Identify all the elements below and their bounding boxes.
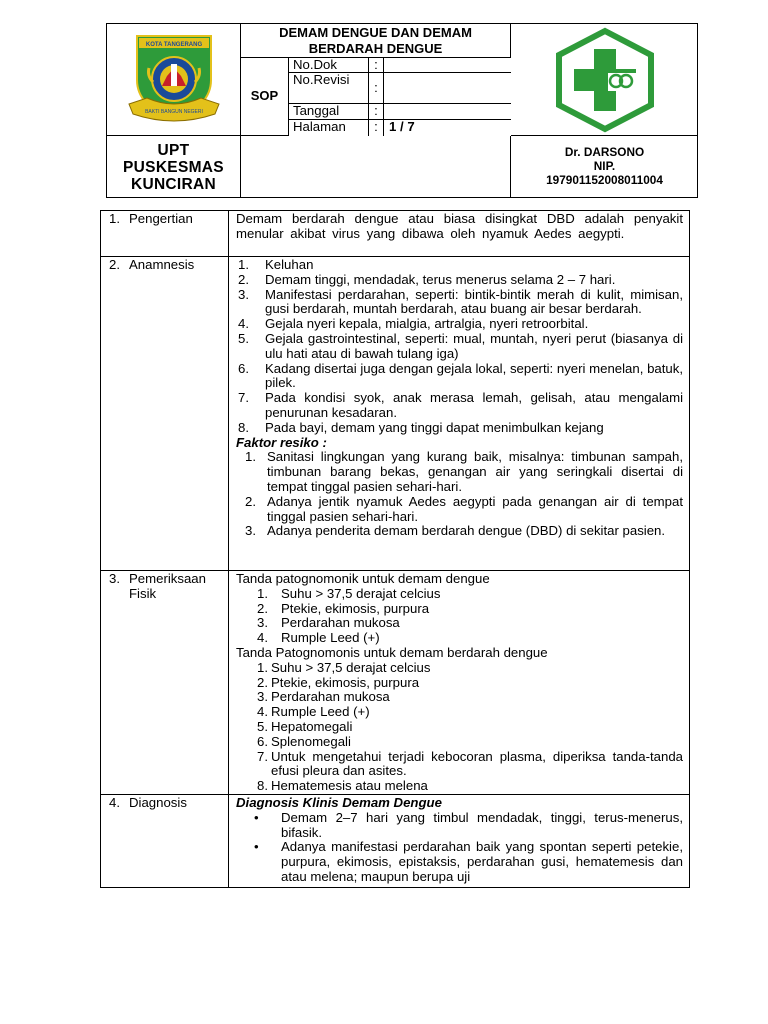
list-text: Perdarahan mukosa <box>271 689 390 705</box>
list-text: Suhu > 37,5 derajat celcius <box>271 659 431 675</box>
faktor-resiko-heading: Faktor resiko : <box>236 434 327 450</box>
fisik-intro-dengue: Tanda patognomonik untuk demam dengue <box>236 571 490 586</box>
row-number: 1. <box>109 211 120 226</box>
field-row-no-revisi <box>289 73 511 104</box>
list-number: 1. <box>238 257 249 272</box>
list-item <box>236 750 683 780</box>
puskesmas-logo-icon <box>550 27 660 133</box>
list-number: 4. <box>257 630 268 646</box>
sop-content-table <box>100 210 690 888</box>
list-text: Ptekie, ekimosis, purpura <box>271 674 420 690</box>
list-item <box>236 450 683 494</box>
list-number: 3. <box>257 689 268 705</box>
row-title: Anamnesis <box>129 257 195 272</box>
field-value <box>384 58 511 72</box>
field-colon: : <box>369 104 384 119</box>
row-content-cell <box>229 795 689 887</box>
list-number: 8. <box>257 778 268 794</box>
list-text: Manifestasi perdarahan, seperti: bintik-bintik merah di kulit, mimisan, gusi berdarah, muntah berdarah, atau buang air besar berdarah. <box>265 286 683 317</box>
list-text: Pada kondisi syok, anak merasa lemah, gelisah, atau mengalami penurunan kesadaran. <box>265 390 683 420</box>
list-item <box>236 811 683 841</box>
city-logo-ribbon-text: BAKTI BANGUN NEGERI <box>145 109 203 115</box>
field-row-halaman <box>289 120 511 136</box>
list-text: Hematemesis atau melena <box>271 778 428 794</box>
fisik-intro-dbd: Tanda Patognomonis untuk demam berdarah dengue <box>236 644 548 660</box>
list-item <box>236 495 683 525</box>
row-title: Diagnosis <box>129 795 187 810</box>
list-item <box>236 317 683 332</box>
field-value <box>384 73 511 103</box>
field-label: No.Dok <box>289 58 369 72</box>
unit-name <box>123 142 224 193</box>
field-label: Halaman <box>289 120 369 136</box>
list-text: Rumple Leed (+) <box>271 704 370 720</box>
list-number: 5. <box>257 718 268 734</box>
list-item <box>236 524 683 539</box>
list-item <box>236 735 683 750</box>
fisik-list-dbd <box>236 661 683 794</box>
kota-tangerang-logo-icon <box>107 24 241 136</box>
list-number: 3. <box>238 286 249 302</box>
list-text: Splenomegali <box>271 733 351 749</box>
field-label: No.Revisi <box>289 73 369 103</box>
signer-nip: 197901152008011004 <box>546 172 663 187</box>
city-logo-cell <box>107 24 241 136</box>
diagnosis-bullets <box>236 811 683 885</box>
row-content-cell <box>229 211 689 256</box>
list-text: Sanitasi lingkungan yang kurang baik, misalnya: timbunan sampah, timbunan barang bekas, genangan air yang seringkali disertai di tempat tinggal pasien sehari-hari. <box>267 449 683 494</box>
unit-name-line: UPT <box>157 141 190 159</box>
unit-name-line: KUNCIRAN <box>130 175 217 193</box>
list-text: Suhu > 37,5 derajat celcius <box>281 585 441 601</box>
table-row-pemeriksaan-fisik <box>101 571 689 795</box>
list-number: 1. <box>245 449 256 465</box>
list-number: 2. <box>257 600 268 616</box>
table-row-pengertian <box>101 211 689 257</box>
faktor-resiko-list <box>236 450 683 539</box>
row-title <box>129 572 228 794</box>
list-item <box>236 631 683 646</box>
list-item <box>236 840 683 884</box>
list-number: 3. <box>245 523 256 539</box>
row-content-cell <box>229 257 689 570</box>
list-item <box>236 391 683 421</box>
row-label-cell <box>101 571 229 794</box>
list-item <box>236 676 683 691</box>
list-item <box>236 661 683 676</box>
signer-nip-label: NIP. <box>593 158 616 173</box>
list-text: Gejala gastrointestinal, seperti: mual, muntah, nyeri perut (biasanya di ulu hati atau di bawah tulang iga) <box>265 330 683 361</box>
list-number: 6. <box>238 360 249 376</box>
list-text: Adanya manifestasi perdarahan baik yang spontan seperti petekie, purpura, ekimosis, epistaksis, perdarahan gusi, hematemesis dan atau melena; maupun berupa uji <box>281 839 683 884</box>
blank-cell <box>241 136 511 198</box>
document-fields <box>289 58 511 136</box>
field-row-tanggal <box>289 104 511 120</box>
list-item <box>236 421 683 436</box>
table-row-diagnosis <box>101 795 689 887</box>
row-title-line: Fisik <box>129 585 157 601</box>
field-colon: : <box>369 120 384 136</box>
list-item <box>236 273 683 288</box>
list-item <box>236 690 683 705</box>
list-text: Adanya jentik nyamuk Aedes aegypti pada genangan air di tempat tinggal pasien sehari-hari. <box>267 493 683 524</box>
sop-header-table <box>106 23 698 198</box>
document-title: DEMAM DENGUE DAN DEMAM BERDARAH DENGUE <box>241 24 511 58</box>
list-text: Hepatomegali <box>271 718 353 734</box>
field-value: 1 / 7 <box>389 119 415 134</box>
list-number: 6. <box>257 733 268 749</box>
list-text: Gejala nyeri kepala, mialgia, artralgia, nyeri retroorbital. <box>265 316 589 332</box>
field-value <box>384 104 511 119</box>
list-number: 4. <box>257 704 268 720</box>
field-colon: : <box>369 58 384 72</box>
row-title-line: Pemeriksaan <box>129 571 206 586</box>
list-text: Demam 2–7 hari yang timbul mendadak, tinggi, terus-menerus, bifasik. <box>281 809 683 840</box>
list-number: 4. <box>238 316 249 332</box>
list-text: Untuk mengetahui terjadi kebocoran plasma, diperiksa tanda-tanda efusi pleura dan asites. <box>271 748 683 779</box>
row-content-cell <box>229 571 689 794</box>
list-text: Pada bayi, demam yang tinggi dapat menimbulkan kejang <box>265 419 604 435</box>
list-text: Perdarahan mukosa <box>281 615 400 631</box>
list-number: 7. <box>257 748 268 764</box>
sop-label: SOP <box>241 58 289 136</box>
list-item <box>236 616 683 631</box>
fisik-list-dengue <box>236 587 683 646</box>
signer-name: Dr. DARSONO <box>564 145 645 159</box>
signer-cell <box>511 136 698 198</box>
list-text: Ptekie, ekimosis, purpura <box>281 600 430 616</box>
list-number: 1. <box>257 585 268 601</box>
list-text: Rumple Leed (+) <box>281 630 380 646</box>
list-number: 2. <box>238 271 249 287</box>
list-item <box>236 587 683 602</box>
list-text: Kadang disertai juga dengan gejala lokal, seperti: nyeri menelan, batuk, pilek. <box>265 360 683 391</box>
list-number: 7. <box>238 390 249 406</box>
city-logo-banner-text: KOTA TANGERANG <box>145 42 203 48</box>
list-item <box>236 288 683 318</box>
row-label-cell <box>101 795 229 887</box>
list-number: 5. <box>238 330 249 346</box>
list-number: 8. <box>238 419 249 435</box>
list-number: 1. <box>257 659 268 675</box>
row-number: 2. <box>109 257 120 272</box>
table-row-anamnesis <box>101 257 689 571</box>
list-text: Keluhan <box>265 257 314 272</box>
field-row-no-dok <box>289 58 511 73</box>
list-text: Demam tinggi, mendadak, terus menerus selama 2 – 7 hari. <box>265 271 616 287</box>
list-item <box>236 362 683 392</box>
unit-name-cell <box>107 136 241 198</box>
list-item <box>236 779 683 794</box>
field-colon: : <box>369 73 384 103</box>
list-item <box>236 332 683 362</box>
list-item <box>236 720 683 735</box>
row-number: 4. <box>109 795 120 810</box>
field-label: Tanggal <box>289 104 369 119</box>
list-item <box>236 602 683 617</box>
unit-name-line: PUSKESMAS <box>123 158 224 176</box>
bullet-icon: • <box>254 839 259 855</box>
pengertian-text: Demam berdarah dengue atau biasa disingkat DBD adalah penyakit menular akibat virus yang dibawa oleh nyamuk Aedes aegypti. <box>236 211 683 241</box>
bullet-icon: • <box>254 809 259 825</box>
diagnosis-subtitle: Diagnosis Klinis Demam Dengue <box>236 795 442 810</box>
anamnesis-list <box>236 258 683 436</box>
puskesmas-logo-cell <box>511 24 698 136</box>
list-text: Adanya penderita demam berdarah dengue (DBD) di sekitar pasien. <box>267 523 666 539</box>
list-item <box>236 705 683 720</box>
row-label-cell <box>101 257 229 570</box>
row-label-cell <box>101 211 229 256</box>
list-number: 2. <box>257 674 268 690</box>
list-number: 2. <box>245 493 256 509</box>
row-title: Pengertian <box>129 211 193 226</box>
row-number: 3. <box>109 571 120 586</box>
list-item <box>236 258 683 273</box>
list-number: 3. <box>257 615 268 631</box>
